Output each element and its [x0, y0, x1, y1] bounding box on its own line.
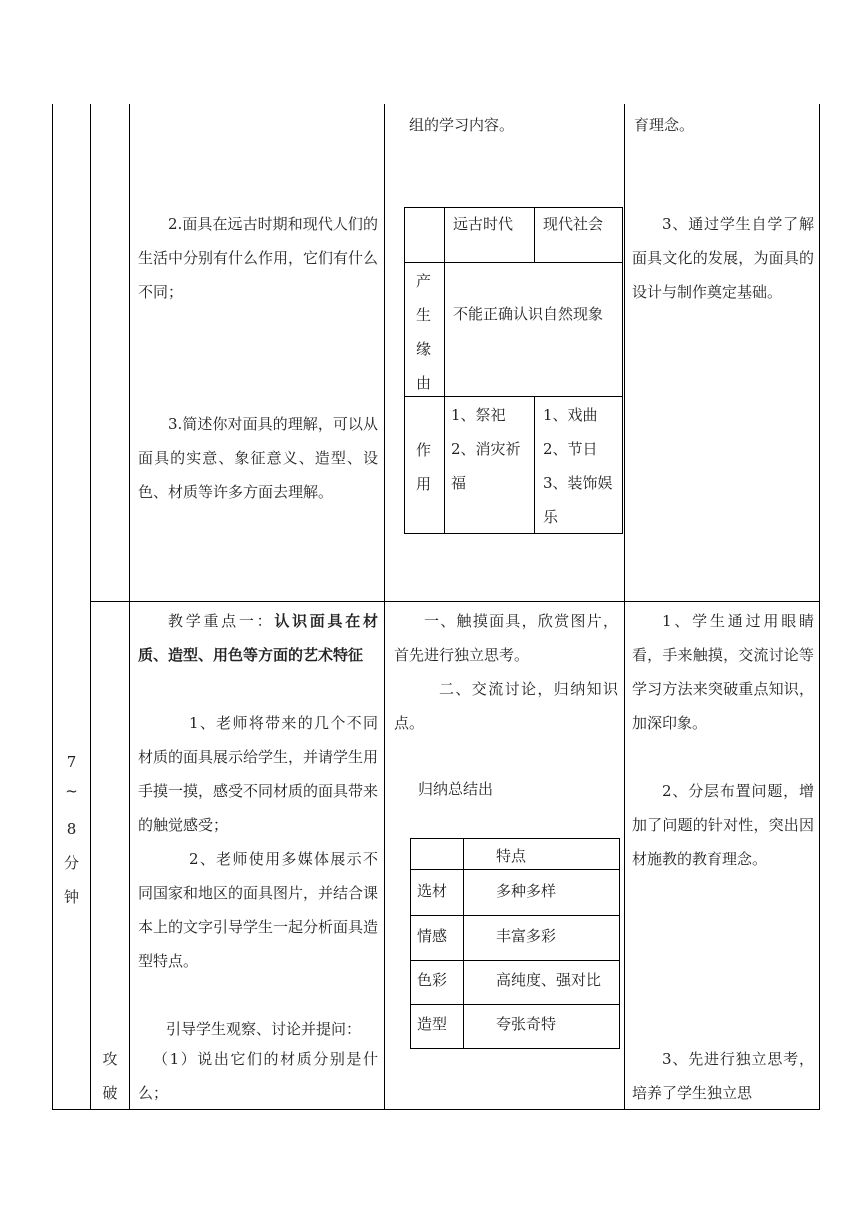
col3-top-text: 组的学习内容。 [409, 116, 515, 134]
teacher-step-1: 1、老师将带来的几个不同材质的面具展示给学生，并请学生用手摸一摸，感受不同材质的面具带来的触觉感受； [138, 714, 379, 834]
border-mid [90, 601, 820, 602]
use-ancient-2: 2、消灾祈 [451, 440, 521, 458]
col4-top-text: 育理念。 [634, 116, 695, 134]
purpose-2: 2、分层布置问题，增加了问题的针对性，突出因材施教的教育理念。 [632, 782, 814, 868]
border-col1 [90, 104, 91, 1110]
feature-value-emotion: 丰富多彩 [496, 927, 557, 945]
use-modern-2: 2、节日 [543, 440, 598, 458]
origin-label-4: 由 [416, 374, 432, 392]
origin-label-2: 生 [416, 306, 432, 324]
feature-label-material: 选材 [417, 882, 448, 900]
purpose-3: 3、先进行独立思考，培养了学生独立思 [632, 1050, 814, 1102]
feature-value-shape: 夸张奇特 [496, 1015, 557, 1033]
purpose-1: 1、学生通过用眼睛看，手来触摸，交流讨论等学习方法来突破重点知识，加深印象。 [632, 612, 814, 732]
border-left [52, 104, 53, 1110]
use-ancient-3: 福 [451, 474, 467, 492]
feature-header: 特点 [496, 847, 527, 865]
head-ancient: 远古时代 [453, 215, 514, 233]
feature-label-shape: 造型 [417, 1015, 448, 1033]
border-col2 [129, 104, 130, 1110]
head-modern: 现代社会 [543, 215, 604, 233]
origin-content: 不能正确认识自然现象 [453, 305, 604, 323]
use-ancient-1: 1、祭祀 [451, 406, 506, 424]
col4-purpose-3: 3、通过学生自学了解面具文化的发展，为面具的设计与制作奠定基础。 [632, 215, 814, 301]
summary-label: 归纳总结出 [418, 780, 494, 798]
feature-value-material: 多种多样 [496, 882, 557, 900]
use-label-1: 作 [416, 441, 432, 459]
student-activity-1: 一、触摸面具，欣赏图片，首先进行独立思考。 [394, 612, 618, 664]
use-modern-4: 乐 [543, 508, 559, 526]
border-col4 [624, 104, 625, 1110]
teaching-focus: 教学重点一：认识面具在材质、造型、用色等方面的艺术特征 [138, 612, 378, 664]
question-3: 3.简述你对面具的理解，可以从面具的实意、象征意义、造型、设色、材质等许多方面去理解。 [138, 415, 378, 501]
guide-question: 引导学生观察、讨论并提问： [166, 1020, 362, 1038]
feature-label-color: 色彩 [417, 971, 448, 989]
teacher-step-2: 2、老师使用多媒体展示不同国家和地区的面具图片，并结合课本上的文字引导学生一起分析面具造型特点。 [138, 850, 379, 970]
use-modern-1: 1、戏曲 [543, 406, 598, 424]
student-activity-2: 二、交流讨论，归纳知识点。 [394, 680, 618, 732]
feature-value-color: 高纯度、强对比 [496, 971, 602, 989]
question-2: 2.面具在远古时期和现代人们的生活中分别有什么作用，它们有什么不同； [138, 215, 379, 301]
border-right [819, 104, 820, 1110]
use-label-2: 用 [416, 475, 432, 493]
border-col3 [384, 104, 385, 1110]
use-modern-3: 3、装饰娱 [543, 474, 613, 492]
origin-label-1: 产 [416, 272, 432, 290]
feature-label-emotion: 情感 [417, 927, 448, 945]
origin-label-3: 缘 [416, 340, 432, 358]
question-1: （1）说出它们的材质分别是什么； [138, 1050, 378, 1102]
